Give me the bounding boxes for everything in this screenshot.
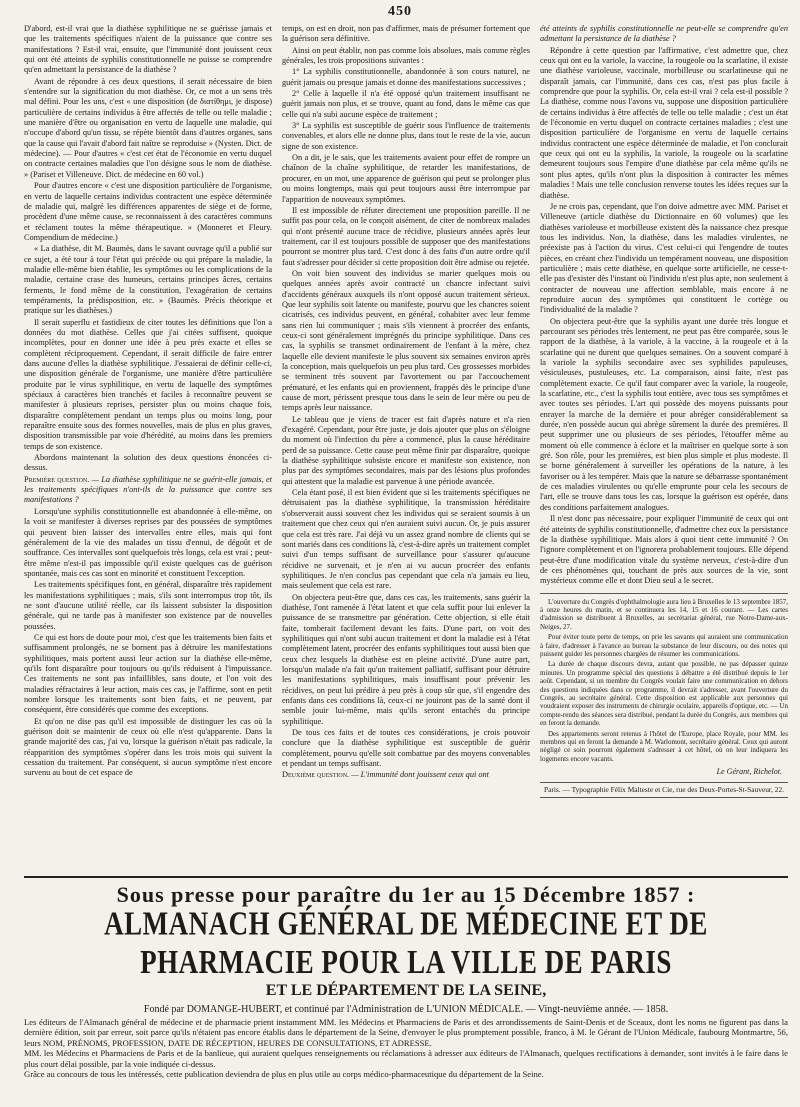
paragraph: Et qu'on ne dise pas qu'il est impossible de distinguer les cas où la guérison doit se maintenir de ceux où elle n'est qu'apparente. Dans la grande majorité des cas, j'ai vu, lorsque la guérison n'était pas radicale, la réapparition des symptômes s'opérer dans les trois mois qui suivent la cessation du traitement. Par conséquent, si aucun symptôme n'est encore survenu au bout de cet espace de [24,716,272,778]
ad-title: ALMANACH GÉNÉRAL DE MÉDECINE ET DE PHARMACIE POUR LA VILLE DE PARIS [104,904,708,981]
editor-signature: Le Gérant, Richelot. [716,767,782,777]
paragraph: Ainsi on peut établir, non pas comme lois absolues, mais comme règles générales, les trois propositions suivantes : [282,45,530,66]
paragraph: On a dit, je le sais, que les traitements avaient pour effet de rompre un chaînon de la chaîne syphilitique, de retarder les manifestations, de procurer, en un mot, une apparence de guérison qui peut se prolonger plus ou moins longtemps, mais qui peut toujours aussi être interrompue par l'apparition de nouveaux symptômes. [282,153,530,204]
question-label: Deuxième question. [282,770,350,780]
paragraph: temps, on est en droit, non pas d'affirmer, mais de présumer fortement que la guérison sera définitive. [282,24,530,44]
ad-heading: Sous presse pour paraître du 1er au 15 Décembre 1857 : [116,882,696,907]
congress-notice [540,598,788,764]
advertisement [24,882,788,1079]
paragraph: Il serait superflu et fastidieux de citer toutes les définitions que l'on a données du mot diathèse. Celles que j'ai citées suffisent, quoique incomplètes, pour en donner une idée à peu près exacte et elles se complètent réciproquement. Cependant, il serait difficile de faire entrer dans aucune d'elles la diathèse syphilitique. J'essaierai de définir celle-ci, une disposition générale de l'organisme, une manière d'être particulière produite par le virus syphilitique, en vertu de laquelle des symptômes spéciaux à caractères bien tranchés et faciles à reconnaître peuvent se manifester à plusieurs reprises, persister plus ou moins chaque fois, disparaître complètement pendant un temps plus ou moins long, pour reparaître ensuite sous des formes nouvelles, mais de plus en plus graves, disposition transmissible par voie d'hérédité, au moins dans les premiers temps de son existence. [24,317,272,451]
ad-body: MM. les Médecins et Pharmaciens de Paris et de la banlieue, qui auraient quelques renseignements ou réclamations à adresser aux éditeurs de l'Almanach, quelques rectifications à demander, sont invités à le faire dans le plus court délai possible, par la voie indiquée ci-dessus. [24,1048,788,1069]
paragraph: 1° La syphilis constitutionnelle, abandonnée à son cours naturel, ne guérit jamais ou presque jamais et donne des manifestations successives ; [282,67,530,87]
paragraph: Cela étant posé, il est bien évident que si les traitements spécifiques ne détruisaient pas la diathèse syphilitique, la transmission héréditaire s'observerait aussi souvent chez les individus qui se seraient soumis à un traitement que chez ceux qui n'en auraient suivi aucun. Or, je puis assurer que cela est très rare. J'ai déjà vu un assez grand nombre de clients qui se sont mariés dans ces conditions là, c'est-à-dire après un traitement complet suivi d'un temps suffisant de surveillance pour s'assurer qu'aucune récidive ne survenait, et je n'en ai vu aucun procréer des enfants syphilitiques. Je n'en conclus pas cependant que cela n'a jamais eu lieu, mais seulement que cela est rare. [282,488,530,591]
paragraph: Pour d'autres encore « c'est une disposition particulière de l'organisme, en vertu de laquelle certains individus contractent une espèce déterminée de maladie qui, malgré les différences apparentes de siège et de forme, procèdent d'une même cause, se reconnaissent à des caractères communs et réclament toutes la même thérapeutique. » (Monneret et Fleury. Compendium de médecine.) [24,181,272,242]
printer-line: Paris. — Typographie Félix Malteste et Cie, rue des Deux-Portes-St-Sauveur, 22. [540,782,788,798]
question-text: — La diathèse syphilitique ne se guérit-elle jamais, et les traitements spécifiques n'ont-ils de la puissance que contre ses manifestations ? [24,474,272,505]
divider [24,876,788,878]
ad-body: Les éditeurs de l'Almanach général de médecine et de pharmacie prient instamment MM. les Médecins et Pharmaciens de Paris et des arrondissements de Saint-Denis et de Sceaux, dont les noms ne figurent pas dans la dernière édition, soit par erreur, soit parce qu'ils n'étaient pas encore établis dans le département de la Seine, d'envoyer le plus promptement possible, franco, à M. le Gérant de l'Union Médicale, faubourg Montmartre, 56, leurs NOM, PRÉNOMS, PROFESSION, DATE DE RÉCEPTION, HEURES DE CONSULTATIONS, ET ADRESSE. [24,1017,788,1048]
column-2 [282,24,530,872]
question-continuation [540,24,788,45]
paragraph: Il est impossible de réfuter directement une proposition pareille. Il ne suffit pas pour cela, on le conçoit aisément, de citer de nombreux malades qui n'ont présenté aucune trace de récidive, plusieurs années après leur traitement, car il est toujours possible de supposer que des manifestations pourront se montrer plus tard. C'est donc à des faits d'un autre ordre qu'il faut s'adresser pour décider si cette proposition doit être admise ou rejetée. [282,205,530,267]
paragraph: Je ne crois pas, cependant, que l'on doive admettre avec MM. Pariset et Villeneuve (article diathèse du Dictionnaire en 60 volumes) que les diathèses varioleuse et morbilleuse existent dès la naissance chez presque tous les individus. Non, la diathèse, dans les maladies virulentes, ne préexiste pas à l'action du virus. C'est celui-ci qui l'engendre de toutes pièces, en créant chez l'individu un tempérament nouveau, une disposition particulière ; mais cette diathèse, en quelque sorte artificielle, ne cesse-t-elle pas d'exister dès l'instant où l'individu n'est plus apte, non seulement à contracter de nouveau une affection semblable, mais encore à ne reproduire aucun des symptômes qui constituent le cortège ou l'individualité de la maladie ? [540,201,788,315]
question-text: — L'immunité dont jouissent ceux qui ont [349,770,489,780]
ad-subtitle: ET LE DÉPARTEMENT DE LA SEINE, [265,982,547,999]
paragraph: « La diathèse, dit M. Baumès, dans le savant ouvrage qu'il a publié sur ce sujet, a été tour à tour l'état qui précède ou qui prépare la maladie, la maladie elle-même bien établie, les symptômes ou les complications de la maladie, certaine crase des humeurs, certains principes âcres, certains ferments, le fond même de la constitution, l'exagération de certains tempéraments, la prédisposition, etc. » (Baumès. Précis théorique et pratique sur les diathèses.) [24,244,272,316]
article-columns [24,24,788,872]
question-label: Première question. [24,474,90,484]
paragraph: Les traitements spécifiques font, en général, disparaître très rapidement les manifestations syphilitiques ; mais, s'ils sont interrompus trop tôt, ils ne sont d'aucune utilité réelle, car ils laissent subsister la disposition générale, qui ne tarde pas à manifester son existence par de nouvelles poussées. [24,580,272,631]
paragraph: Ce qui est hors de doute pour moi, c'est que les traitements bien faits et suffisamment prolongés, ne se bornent pas à détruire les manifestations syphilitiques, mais portent aussi leur action sur la diathèse elle-même, qu'ils font disparaître pour toujours ou qu'ils réduisent à l'impuissance. Ces traitements ne sont pas infaillibles, sans doute, et l'on voit des maladies réfractaires à leur action, mais ces cas, je l'affirme, sont en petit nombre lorsque les traitements sont bien faits, et ne peuvent, par conséquent, être considérés que comme des exceptions. [24,632,272,715]
paragraph: Abordons maintenant la solution des deux questions énoncées ci-dessus. [24,453,272,473]
paragraph: Il n'est donc pas nécessaire, pour expliquer l'immunité de ceux qui ont été atteints de syphilis constitutionnelle, d'admettre chez eux la persistance de la diathèse syphilitique. Mais alors à quoi tient cette immunité ? On l'ignore complètement et on l'ignorera probablement toujours. Elle dépend peut-être d'une modification vitale du système nerveux, c'est-à-dire d'un de ces phénomènes qui, touchant de près aux sources de la vie, sont mystérieux comme elle et dont Dieu seul a le secret. [540,514,788,586]
notice-paragraph: Pour éviter toute perte de temps, on prie les savants qui auraient une communication à faire, d'adresser à l'avance au bureau la substance de leur discours, ou des notes qui puissent guider les personnes chargées de résumer les communications. [540,633,788,658]
notice-paragraph: Des appartements seront retenus à l'hôtel de l'Europe, place Royale, pour MM. les membres qui en feront la demande à M. Warlomont, secrétaire général. Ceux qui auront négligé ce soin pourront également s'adresser à cet hôtel, où on leur indiquera les logements encore vacants. [540,729,788,763]
paragraph: De tous ces faits et de toutes ces considérations, je crois pouvoir conclure que la diathèse syphilitique est susceptible de guérir complètement, pourvu qu'elle soit combattue par des moyens convenables et pendant un temps suffisant. [282,728,530,769]
notice-paragraph: La durée de chaque discours devra, autant que possible, ne pas dépasser quinze minutes. Un programme spécial des questions à débattre a été distribué depuis le 1er août. Cependant, si un membre du Congrès voulait faire une communication en dehors des questions indiquées dans ce programme, il devrait s'adresser, avant l'ouverture du Congrès, au secrétaire général. Cette disposition est applicable aux personnes qui voudraient exposer des instruments de chirurgie oculaire, appareils d'optique, etc. — Un compte-rendu des séances sera distribué, pendant la durée du Congrès, aux membres qui en feront la demande. [540,660,788,728]
divider [540,593,788,594]
paragraph: 3° La syphilis est susceptible de guérir sous l'influence de traitements convenables, et alors elle ne donne plus, dans tout le reste de la vie, aucun signe de son existence. [282,121,530,151]
paragraph: 2° Celle à laquelle il n'a été opposé qu'un traitement insuffisant ne guérit jamais non plus, et se trouve, quant au fond, dans le même cas que celle qui n'a subi aucune espèce de traitement ; [282,89,530,119]
question-heading-2 [282,770,530,780]
paragraph: Le tableau que je viens de tracer est fait d'après nature et n'a rien d'exagéré. Cependant, pour être juste, je dois ajouter que plus on s'éloigne du moment où l'infection du père a commencé, plus la cause héréditaire perd de sa puissance. Cette cause peut même finir par disparaître, quoique la diathèse syphilitique subsiste encore et manifeste son existence, non plus par des symptômes secondaires, mais par des lésions plus profondes qui attestent que la maladie est parvenue à une période avancée. [282,414,530,486]
question-heading-1 [24,475,272,506]
column-3 [540,24,788,872]
page-number: 450 [388,4,412,19]
paragraph: D'abord, est-il vrai que la diathèse syphilitique ne se guérisse jamais et que les traitements spécifiques n'aient de la puissance que contre ses manifestations ? Est-il vrai, ensuite, que l'immunité dont jouissent ceux qui ont été atteints de syphilis constitutionnelle ne puisse se comprendre qu'en admettant la persistance de la diathèse ? [24,24,272,75]
notice-paragraph: L'ouverture du Congrès d'ophthalmologie aura lieu à Bruxelles le 13 septembre 1857, à onze heures du matin, et se continuera les 14, 15 et 16 courant. — Les cartes d'admission se distribuent à Bruxelles, au secrétariat général, rue Notre-Dame-aux-Neiges, 27. [540,597,788,631]
column-1 [24,24,272,872]
ad-body: Grâce au concours de tous les intéressés, cette publication deviendra de plus en plus utile au corps médico-pharmaceutique du département de la Seine. [24,1069,544,1080]
paragraph: On objectera peut-être que la syphilis ayant une durée très longue et parcourant ses périodes très lentement, ne peut pas être comparée, sous le rapport de la diathèse, à la variole, à la vaccine, à la rougeole et à la scarlatine qui ne durent que quelques semaines. On a souvent comparé à la variole la syphilis secondaire avec ses syphilides papuleuses, vésiculeuses, pustuleuses, etc. La comparaison, ainsi faite, n'est pas complètement exacte. Ce qu'il faut comparer avec la variole, la rougeole, la scarlatine, etc., c'est la syphilis tout entière, avec tous ses symptômes et avec toutes ses périodes. L'art qui possède des moyens puissants pour enrayer la marche de la dernière et pour abréger considérablement sa durée, n'en possède aucun qui abrège sûrement la durée des premières. Il peut supprimer une ou plusieurs de ses périodes, l'étouffer même au moment où elle commence à éclore et la maîtriser en quelque sorte à son gré. Son rôle, pour les premières, est bien plus simple et plus modeste. Il se borne généralement à surveiller les opérations de la nature, à les favoriser ou à les tempérer. Mais que la nature se débarrasse spontanément de ces maladies virulentes ou qu'elle emprunte pour cela les secours de l'art, elle se trouve dans tous les cas, lorsque la guérison est opérée, dans des conditions parfaitement analogues. [540,316,788,512]
paragraph: On voit bien souvent des individus se marier quelques mois ou quelques années après avoir contracté un chancre infectant suivi d'accidents généraux auxquels ils n'ont opposé aucun traitement sérieux. Que leur syphilis soit latente ou manifeste, pourvu que les chancres soient cicatrisés, ces individus peuvent, en général, cohabiter avec leur femme sans rien lui communiquer ; mais s'ils viennent à procréer des enfants, ceux-ci sont généralement imprégnés du principe syphilitique. Dans ces cas, la syphilis se transmet ordinairement de l'enfant à la mère, chez laquelle elle devient manifeste le plus souvent six semaines environ après la conception, mais quelquefois un peu plus tard. Ces grossesses morbides se terminent très souvent par l'avortement ou par l'accouchement prématuré, et les enfants qui en proviennent, frappés dès le principe d'une cause de mort, périssent presque tous dans le sein de leur mère ou peu de temps après leur naissance. [282,268,530,413]
paragraph: Lorsqu'une syphilis constitutionnelle est abandonnée à elle-même, on la voit se manifester à diverses reprises par des poussées de symptômes qui peuvent bien laisser des intervalles entre elles, mais qui font généralement de la vie des malades un tissu d'ennui, de dégoût et de souffrance. Ces intervalles sont quelquefois très longs, cela est vrai ; peut-être même n'est-il pas impossible qu'il existe quelques cas de guérison spontanée, mais ces cas sont en minorité et constituent l'exception. [24,506,272,578]
ad-founded-line: Fondé par DOMANGE-HUBERT, et continué par l'Administration de L'UNION MÉDICALE. — Vingt-neuvième année. — 1858. [143,1004,669,1015]
paragraph: Avant de répondre à ces deux questions, il serait nécessaire de bien s'entendre sur la signification du mot diathèse. Or, ce mot a un sens très mal défini. Pour les uns, c'est « une disposition (de διατίθημι, je dispose) particulière de certains individus à être affectés de telle ou telle maladie ; une manière d'être ou organisation en vertu de laquelle une maladie, qui n'occupe d'abord qu'un tissu, se répète bientôt dans d'autres organes, sans que la cause qui l'avait d'abord fait naître se reproduise » (Nysten. Dict. de médecine). — Pour d'autres « c'est cet état de l'économie en vertu duquel on contracte certaines maladies que l'on désigne sous le nom de diathèse. » (Pariset et Villeneuve. Dict. de médecine en 60 vol.) [24,76,272,179]
paragraph: Répondre à cette question par l'affirmative, c'est admettre que, chez ceux qui ont eu la variole, la vaccine, la rougeole ou la scarlatine, il existe une diathèse varioleuse, vaccinale, morbilleuse ou scarlatineuse qui ne disparaît jamais, car l'immunité, dans ces cas, n'est pas plus facile à comprendre que pour la syphilis. Or, cela est-il vrai ? cela est-il possible ? La diathèse, comme nous l'avons vu, suppose une disposition particulière de certains individus à être affectés de telle ou telle maladie ; c'est un état de l'économie en vertu duquel on contracte certaines maladies ; c'est une disposition particulière de l'organisme en vertu de laquelle certains individus contractent une espèce déterminée de maladie, et l'on conclurait que ceux qui ont eu la syphilis, la variole, la rougeole ou la scarlatine demeurent toujours sous l'empire d'une diathèse par cela même qu'ils ne sont plus aptes, qu'ils n'ont plus la disposition à contracter les mêmes maladies ! Mais une telle conclusion renverse toutes les idées reçues sur la diathèse. [540,45,788,200]
question-text: été atteints de syphilis constitutionnelle ne peut-elle se comprendre qu'en admettant la persistance de la diathèse ? [540,24,788,44]
paragraph: On objectera peut-être que, dans ces cas, les traitements, sans guérir la diathèse, l'ont ramenée à l'état latent et que cela suffit pour lui enlever la puissance de se transmettre par génération. Cette objection, si elle était faite, tomberait facilement devant les faits. D'une part, on voit des syphilitiques qui n'ont subi aucun traitement et dont la maladie est à l'état complètement latent, procréer des enfants syphilitiques tout aussi bien que ceux chez lesquels la diathèse est en pleine activité. D'une autre part, lorsqu'un malade n'a fait qu'un traitement palliatif, suffisant pour détruire les manifestations syphilitiques, mais insuffisant pour prévenir les récidives, on peut lui prédire à peu près à coup sûr que, s'il engendre des enfants dans ces conditions là, ceux-ci ne jouiront pas de la santé dont il semble jouir lui-même, mais qu'ils seront entachés du principe syphilitique. [282,592,530,726]
